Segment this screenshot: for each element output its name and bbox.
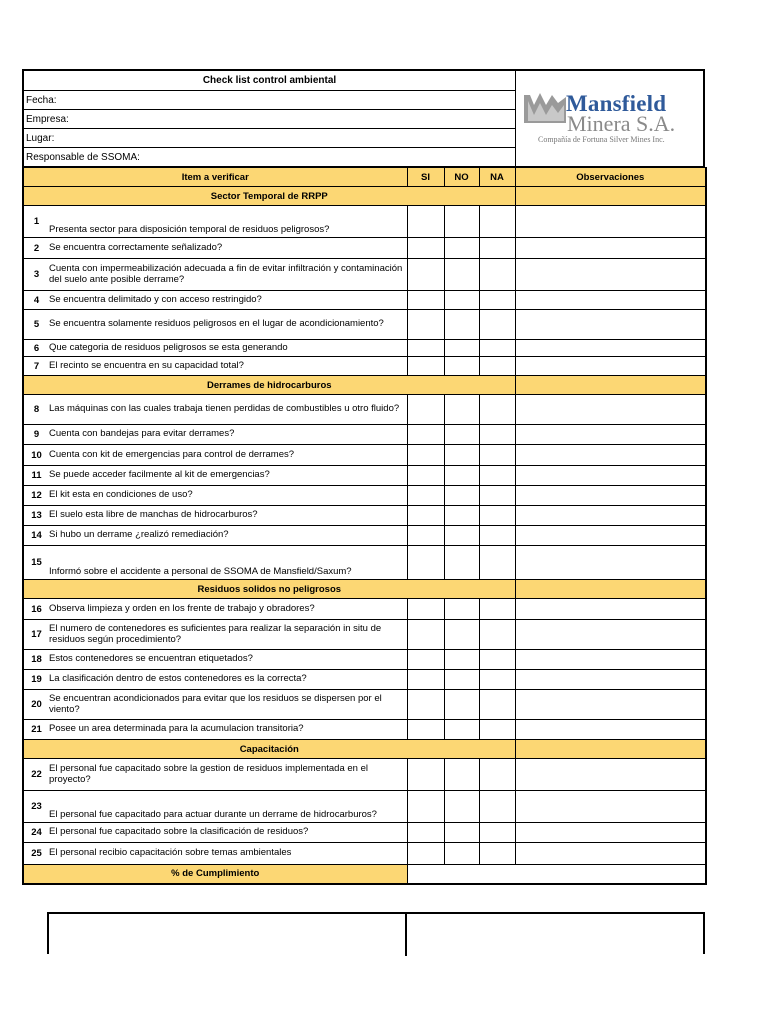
answer-no-cell[interactable] xyxy=(444,340,479,357)
checklist-row xyxy=(23,357,706,376)
checklist-row xyxy=(23,546,706,580)
section-title: Capacitación xyxy=(23,740,515,759)
answer-na-cell[interactable] xyxy=(479,340,515,357)
fecha-field[interactable]: Fecha: xyxy=(24,91,515,110)
checklist-row xyxy=(23,759,706,791)
answer-no-cell[interactable] xyxy=(444,206,479,238)
answer-na-cell[interactable] xyxy=(479,425,515,445)
observation-cell[interactable] xyxy=(515,823,706,843)
item-number: 22 xyxy=(23,759,49,791)
item-number: 14 xyxy=(23,526,49,546)
item-question: Observa limpieza y orden en los frente de trabajo y obradores? xyxy=(49,599,407,620)
answer-si-cell[interactable] xyxy=(407,670,444,690)
answer-no-cell[interactable] xyxy=(444,546,479,580)
answer-no-cell[interactable] xyxy=(444,759,479,791)
answer-no-cell[interactable] xyxy=(444,238,479,259)
item-question: Cuenta con bandejas para evitar derrames? xyxy=(49,425,407,445)
section-header-row xyxy=(23,376,706,395)
checklist-row xyxy=(23,238,706,259)
observation-cell[interactable] xyxy=(515,466,706,486)
item-question: El suelo esta libre de manchas de hidrocarburos? xyxy=(49,506,407,526)
answer-no-cell[interactable] xyxy=(444,690,479,720)
observation-cell[interactable] xyxy=(515,690,706,720)
answer-na-cell[interactable] xyxy=(479,823,515,843)
observation-cell[interactable] xyxy=(515,670,706,690)
item-number: 23 xyxy=(23,791,49,823)
item-question: Presenta sector para disposición temporal de residuos peligrosos? xyxy=(49,206,407,238)
section-title: Residuos solidos no peligrosos xyxy=(23,580,515,599)
lugar-field[interactable]: Lugar: xyxy=(24,129,515,148)
answer-no-cell[interactable] xyxy=(444,466,479,486)
answer-si-cell[interactable] xyxy=(407,291,444,310)
observation-cell[interactable] xyxy=(515,425,706,445)
signature-divider xyxy=(405,914,407,956)
checklist-row xyxy=(23,259,706,291)
item-number: 13 xyxy=(23,506,49,526)
section-title: Derrames de hidrocarburos xyxy=(23,376,515,395)
item-question: Informó sobre el accidente a personal de SSOMA de Mansfield/Saxum? xyxy=(49,546,407,580)
observation-cell[interactable] xyxy=(515,340,706,357)
observation-cell[interactable] xyxy=(515,506,706,526)
form-title: Check list control ambiental xyxy=(24,71,515,91)
answer-no-cell[interactable] xyxy=(444,823,479,843)
answer-si-cell[interactable] xyxy=(407,650,444,670)
section-obs-cell xyxy=(515,740,706,759)
answer-na-cell[interactable] xyxy=(479,486,515,506)
answer-na-cell[interactable] xyxy=(479,357,515,376)
answer-no-cell[interactable] xyxy=(444,843,479,865)
checklist-row xyxy=(23,310,706,340)
logo-tagline: Compañía de Fortuna Silver Mines Inc. xyxy=(538,135,665,144)
checklist-row xyxy=(23,690,706,720)
answer-no-cell[interactable] xyxy=(444,445,479,466)
answer-si-cell[interactable] xyxy=(407,357,444,376)
answer-no-cell[interactable] xyxy=(444,720,479,740)
answer-na-cell[interactable] xyxy=(479,310,515,340)
item-number: 2 xyxy=(23,238,49,259)
checklist-row xyxy=(23,670,706,690)
item-question: El numero de contenedores es suficientes para realizar la separación in situ de residuos según procedimiento? xyxy=(49,620,407,650)
answer-si-cell[interactable] xyxy=(407,546,444,580)
checklist-row xyxy=(23,791,706,823)
checklist-row xyxy=(23,340,706,357)
checklist-row xyxy=(23,526,706,546)
checklist-row xyxy=(23,291,706,310)
item-question: Las máquinas con las cuales trabaja tienen perdidas de combustibles u otro fluido? xyxy=(49,395,407,425)
checklist-row xyxy=(23,823,706,843)
observation-cell[interactable] xyxy=(515,720,706,740)
form-header xyxy=(22,69,705,167)
item-number: 12 xyxy=(23,486,49,506)
answer-si-cell[interactable] xyxy=(407,425,444,445)
mountain-logo-icon xyxy=(524,91,566,123)
checklist-row xyxy=(23,599,706,620)
answer-na-cell[interactable] xyxy=(479,466,515,486)
item-number: 24 xyxy=(23,823,49,843)
answer-no-cell[interactable] xyxy=(444,291,479,310)
observation-cell[interactable] xyxy=(515,620,706,650)
answer-si-cell[interactable] xyxy=(407,259,444,291)
header-fields xyxy=(24,71,516,167)
answer-si-cell[interactable] xyxy=(407,466,444,486)
item-number: 25 xyxy=(23,843,49,865)
answer-si-cell[interactable] xyxy=(407,310,444,340)
observation-cell[interactable] xyxy=(515,759,706,791)
answer-na-cell[interactable] xyxy=(479,238,515,259)
answer-si-cell[interactable] xyxy=(407,206,444,238)
logo-name: Mansfield xyxy=(566,91,667,116)
cumplimiento-label: % de Cumplimiento xyxy=(23,865,407,884)
checklist-row xyxy=(23,466,706,486)
answer-si-cell[interactable] xyxy=(407,599,444,620)
item-number: 15 xyxy=(23,546,49,580)
item-question: Se puede acceder facilmente al kit de emergencias? xyxy=(49,466,407,486)
answer-na-cell[interactable] xyxy=(479,445,515,466)
observation-cell[interactable] xyxy=(515,791,706,823)
item-number: 5 xyxy=(23,310,49,340)
answer-si-cell[interactable] xyxy=(407,620,444,650)
observation-cell[interactable] xyxy=(515,395,706,425)
item-question: El personal fue capacitado sobre la gestion de residuos implementada en el proyecto? xyxy=(49,759,407,791)
answer-no-cell[interactable] xyxy=(444,620,479,650)
answer-si-cell[interactable] xyxy=(407,720,444,740)
observation-cell[interactable] xyxy=(515,526,706,546)
empresa-field[interactable]: Empresa: xyxy=(24,110,515,129)
observation-cell[interactable] xyxy=(515,486,706,506)
answer-no-cell[interactable] xyxy=(444,310,479,340)
answer-no-cell[interactable] xyxy=(444,650,479,670)
section-header-row xyxy=(23,187,706,206)
item-number: 6 xyxy=(23,340,49,357)
answer-na-cell[interactable] xyxy=(479,206,515,238)
answer-no-cell[interactable] xyxy=(444,357,479,376)
checklist-row xyxy=(23,425,706,445)
item-question: Que categoria de residuos peligrosos se esta generando xyxy=(49,340,407,357)
answer-na-cell[interactable] xyxy=(479,395,515,425)
answer-na-cell[interactable] xyxy=(479,759,515,791)
answer-na-cell[interactable] xyxy=(479,791,515,823)
answer-si-cell[interactable] xyxy=(407,843,444,865)
answer-na-cell[interactable] xyxy=(479,720,515,740)
answer-no-cell[interactable] xyxy=(444,791,479,823)
checklist-row xyxy=(23,720,706,740)
checklist-row xyxy=(23,206,706,238)
checklist-row xyxy=(23,445,706,466)
checklist-row xyxy=(23,620,706,650)
observation-cell[interactable] xyxy=(515,445,706,466)
answer-na-cell[interactable] xyxy=(479,843,515,865)
observation-cell[interactable] xyxy=(515,546,706,580)
observation-cell[interactable] xyxy=(515,599,706,620)
col-si-header: SI xyxy=(407,168,444,187)
checklist-row xyxy=(23,395,706,425)
answer-si-cell[interactable] xyxy=(407,791,444,823)
item-question: Se encuentra solamente residuos peligrosos en el lugar de acondicionamiento? xyxy=(49,310,407,340)
answer-na-cell[interactable] xyxy=(479,620,515,650)
answer-si-cell[interactable] xyxy=(407,759,444,791)
item-number: 9 xyxy=(23,425,49,445)
item-question: Se encuentra delimitado y con acceso restringido? xyxy=(49,291,407,310)
answer-na-cell[interactable] xyxy=(479,599,515,620)
checklist-row xyxy=(23,650,706,670)
observation-cell[interactable] xyxy=(515,650,706,670)
item-number: 16 xyxy=(23,599,49,620)
item-number: 4 xyxy=(23,291,49,310)
item-question: Estos contenedores se encuentran etiquetados? xyxy=(49,650,407,670)
observation-cell[interactable] xyxy=(515,206,706,238)
col-item-header: Item a verificar xyxy=(23,168,407,187)
answer-si-cell[interactable] xyxy=(407,506,444,526)
section-title: Sector Temporal de RRPP xyxy=(23,187,515,206)
logo-subtitle: Minera S.A. xyxy=(567,111,676,136)
item-question: Posee un area determinada para la acumulacion transitoria? xyxy=(49,720,407,740)
signature-box xyxy=(47,912,705,954)
answer-no-cell[interactable] xyxy=(444,526,479,546)
observation-cell[interactable] xyxy=(515,310,706,340)
answer-no-cell[interactable] xyxy=(444,670,479,690)
item-number: 11 xyxy=(23,466,49,486)
observation-cell[interactable] xyxy=(515,259,706,291)
checklist-sheet xyxy=(22,69,705,885)
observation-cell[interactable] xyxy=(515,238,706,259)
checklist-row xyxy=(23,486,706,506)
section-obs-cell xyxy=(515,376,706,395)
section-obs-cell xyxy=(515,580,706,599)
observation-cell[interactable] xyxy=(515,357,706,376)
item-number: 7 xyxy=(23,357,49,376)
answer-si-cell[interactable] xyxy=(407,486,444,506)
answer-na-cell[interactable] xyxy=(479,291,515,310)
item-question: El kit esta en condiciones de uso? xyxy=(49,486,407,506)
item-question: El personal recibio capacitación sobre temas ambientales xyxy=(49,843,407,865)
item-number: 3 xyxy=(23,259,49,291)
item-number: 20 xyxy=(23,690,49,720)
item-number: 10 xyxy=(23,445,49,466)
answer-si-cell[interactable] xyxy=(407,526,444,546)
answer-na-cell[interactable] xyxy=(479,506,515,526)
answer-si-cell[interactable] xyxy=(407,395,444,425)
answer-no-cell[interactable] xyxy=(444,395,479,425)
checklist-table xyxy=(22,167,707,885)
item-question: El recinto se encuentra en su capacidad total? xyxy=(49,357,407,376)
checklist-row xyxy=(23,843,706,865)
item-question: Se encuentran acondicionados para evitar que los residuos se dispersen por el viento? xyxy=(49,690,407,720)
item-number: 17 xyxy=(23,620,49,650)
answer-no-cell[interactable] xyxy=(444,506,479,526)
section-obs-cell xyxy=(515,187,706,206)
column-header-row xyxy=(23,168,706,187)
answer-si-cell[interactable] xyxy=(407,340,444,357)
observation-cell[interactable] xyxy=(515,843,706,865)
item-number: 19 xyxy=(23,670,49,690)
item-question: El personal fue capacitado sobre la clasificación de residuos? xyxy=(49,823,407,843)
col-obs-header: Observaciones xyxy=(515,168,706,187)
item-number: 21 xyxy=(23,720,49,740)
answer-na-cell[interactable] xyxy=(479,526,515,546)
item-question: Si hubo un derrame ¿realizó remediación? xyxy=(49,526,407,546)
item-number: 8 xyxy=(23,395,49,425)
cumplimiento-value-cell[interactable] xyxy=(407,865,706,884)
answer-si-cell[interactable] xyxy=(407,445,444,466)
answer-no-cell[interactable] xyxy=(444,425,479,445)
item-question: Cuenta con impermeabilización adecuada a fin de evitar infiltración y contaminación del suelo ante posible derrame? xyxy=(49,259,407,291)
item-number: 1 xyxy=(23,206,49,238)
item-question: El personal fue capacitado para actuar durante un derrame de hidrocarburos? xyxy=(49,791,407,823)
answer-na-cell[interactable] xyxy=(479,670,515,690)
checklist-row xyxy=(23,506,706,526)
answer-si-cell[interactable] xyxy=(407,238,444,259)
answer-si-cell[interactable] xyxy=(407,690,444,720)
col-no-header: NO xyxy=(444,168,479,187)
item-number: 18 xyxy=(23,650,49,670)
observation-cell[interactable] xyxy=(515,291,706,310)
answer-na-cell[interactable] xyxy=(479,259,515,291)
answer-no-cell[interactable] xyxy=(444,599,479,620)
item-question: Se encuentra correctamente señalizado? xyxy=(49,238,407,259)
company-logo xyxy=(516,71,705,167)
section-header-row xyxy=(23,740,706,759)
section-header-row xyxy=(23,580,706,599)
item-question: La clasificación dentro de estos contenedores es la correcta? xyxy=(49,670,407,690)
answer-na-cell[interactable] xyxy=(479,690,515,720)
cumplimiento-row xyxy=(23,865,706,884)
answer-si-cell[interactable] xyxy=(407,823,444,843)
answer-na-cell[interactable] xyxy=(479,650,515,670)
answer-no-cell[interactable] xyxy=(444,486,479,506)
answer-no-cell[interactable] xyxy=(444,259,479,291)
item-question: Cuenta con kit de emergencias para control de derrames? xyxy=(49,445,407,466)
answer-na-cell[interactable] xyxy=(479,546,515,580)
responsable-field[interactable]: Responsable de SSOMA: xyxy=(26,152,140,163)
col-na-header: NA xyxy=(479,168,515,187)
